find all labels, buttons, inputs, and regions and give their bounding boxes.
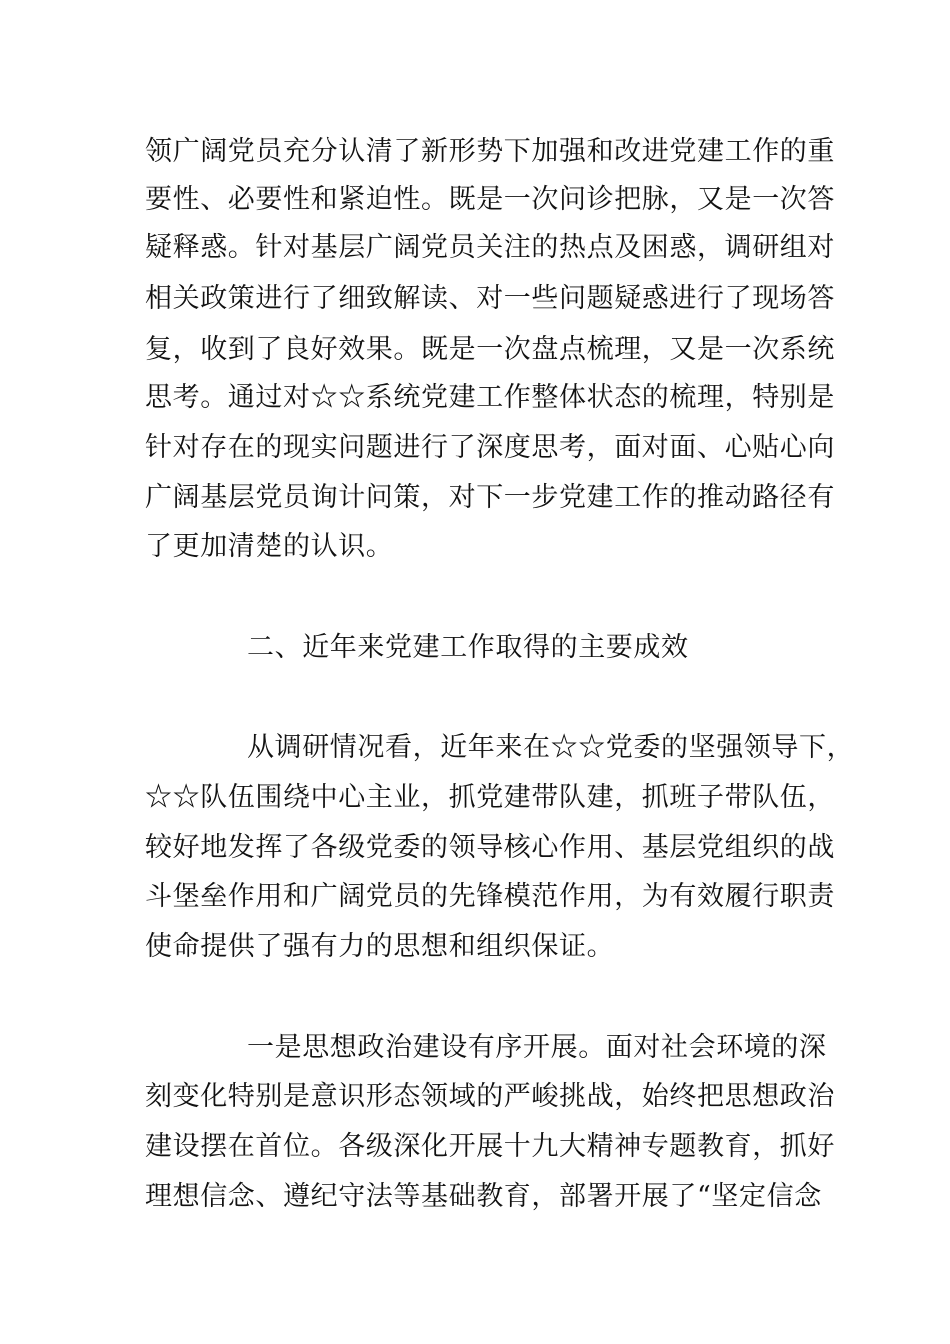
section-heading: 二、近年来党建工作取得的主要成效 — [247, 632, 689, 663]
text-line: 相关政策进行了细致解读、对一些问题疑惑进行了现场答 — [145, 283, 835, 314]
text-line: 刻变化特别是意识形态领域的严峻挑战，始终把思想政治 — [145, 1081, 835, 1112]
text-line: 要性、必要性和紧迫性。既是一次问诊把脉，又是一次答 — [145, 184, 835, 215]
text-line: 针对存在的现实问题进行了深度思考，面对面、心贴心向 — [145, 432, 835, 463]
text-line: 较好地发挥了各级党委的领导核心作用、基层党组织的战 — [145, 832, 835, 863]
text-line: 使命提供了强有力的思想和组织保证。 — [145, 931, 615, 962]
text-line: 广阔基层党员询计问策，对下一步党建工作的推动路径有 — [145, 482, 835, 513]
text-line: 复，收到了良好效果。既是一次盘点梳理，又是一次系统 — [145, 334, 835, 365]
text-line: 领广阔党员充分认清了新形势下加强和改进党建工作的重 — [145, 136, 835, 167]
text-line: 建设摆在首位。各级深化开展十九大精神专题教育，抓好 — [145, 1131, 835, 1162]
text-line: 理想信念、遵纪守法等基础教育，部署开展了“坚定信念 — [145, 1181, 822, 1212]
text-line: 了更加清楚的认识。 — [145, 531, 394, 562]
text-line: 疑释惑。针对基层广阔党员关注的热点及困惑，调研组对 — [145, 232, 835, 263]
text-line: 从调研情况看，近年来在☆☆党委的坚强领导下， — [247, 732, 855, 763]
text-line: 斗堡垒作用和广阔党员的先锋模范作用，为有效履行职责 — [145, 881, 835, 912]
text-line: ☆☆队伍围绕中心主业，抓党建带队建，抓班子带队伍， — [145, 782, 835, 813]
text-line: 思考。通过对☆☆系统党建工作整体状态的梳理，特别是 — [145, 382, 835, 413]
text-line: 一是思想政治建设有序开展。面对社会环境的深 — [247, 1032, 827, 1063]
